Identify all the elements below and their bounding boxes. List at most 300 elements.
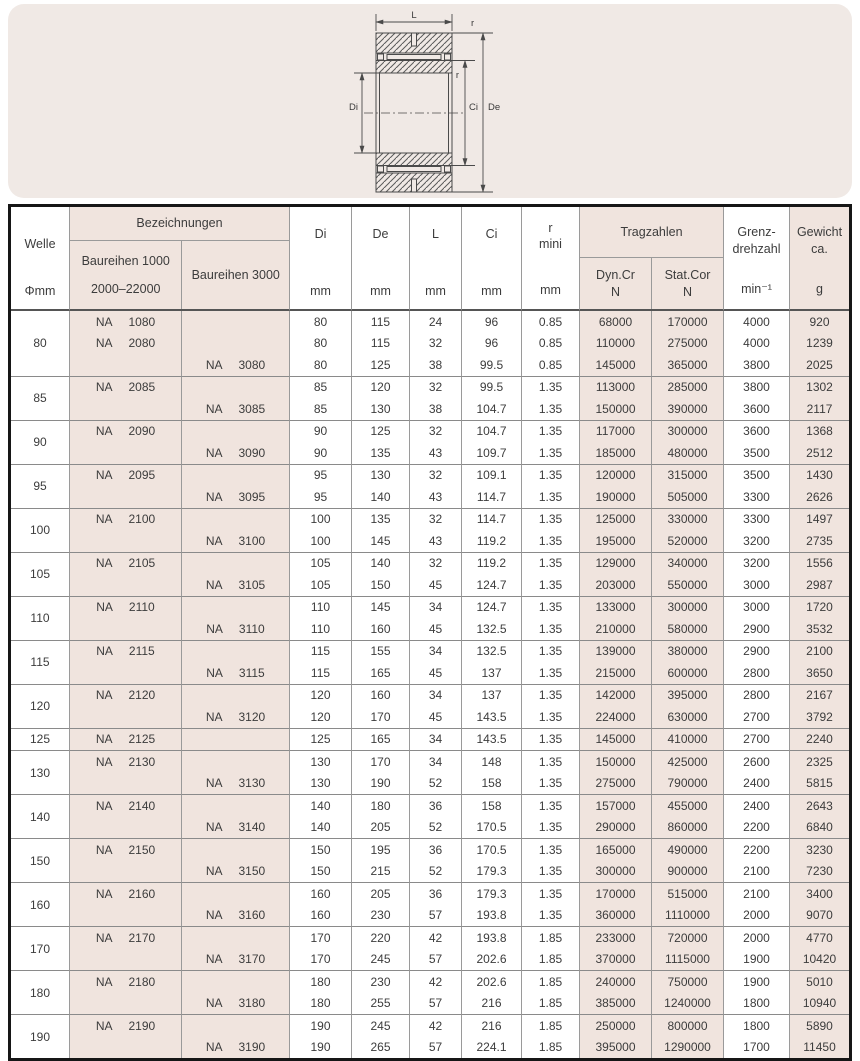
cell-r: 1.35 (521, 794, 579, 817)
cell-di: 180 (289, 970, 351, 993)
table-row (11, 530, 849, 552)
cell-r: 1.35 (521, 618, 579, 640)
cell-de: 165 (351, 728, 409, 751)
table-row (11, 552, 849, 575)
table-row (11, 817, 849, 839)
cell-grenz: 3200 (723, 530, 789, 552)
cell-stat: 425000 (651, 750, 723, 773)
cell-dyn: 139000 (579, 640, 651, 663)
cell-b3000: NA 3095 (181, 486, 289, 508)
cell-ci: 143.5 (461, 728, 521, 751)
cell-di: 150 (289, 838, 351, 861)
cell-gewicht: 2167 (789, 684, 849, 707)
ci-unit: mm (481, 284, 502, 298)
cell-grenz: 2000 (723, 905, 789, 927)
cell-b1000: NA 2160 (69, 882, 181, 905)
table-row (11, 861, 849, 883)
cell-dyn: 290000 (579, 817, 651, 839)
cell-b3000: NA 3115 (181, 662, 289, 684)
welle-value: 140 (11, 794, 69, 838)
welle-value: 115 (11, 640, 69, 684)
cell-ci: 99.5 (461, 354, 521, 376)
cell-stat: 285000 (651, 376, 723, 399)
cell-b1000 (69, 817, 181, 839)
cell-b1000 (69, 398, 181, 420)
cell-di: 125 (289, 728, 351, 751)
cell-dyn: 360000 (579, 905, 651, 927)
cell-b3000 (181, 926, 289, 949)
cell-b1000 (69, 574, 181, 596)
cell-de: 230 (351, 905, 409, 927)
cell-de: 245 (351, 949, 409, 971)
table-row (11, 1037, 849, 1059)
cell-di: 85 (289, 376, 351, 399)
welle-value: 95 (11, 464, 69, 508)
cell-gewicht: 11450 (789, 1037, 849, 1059)
cell-ci: 114.7 (461, 486, 521, 508)
cell-l: 45 (409, 574, 461, 596)
cell-l: 43 (409, 530, 461, 552)
welle-value: 160 (11, 882, 69, 926)
cell-b1000 (69, 662, 181, 684)
cell-stat: 1110000 (651, 905, 723, 927)
cell-grenz: 2700 (723, 706, 789, 728)
cell-dyn: 300000 (579, 861, 651, 883)
cell-stat: 800000 (651, 1014, 723, 1037)
cell-l: 57 (409, 993, 461, 1015)
cell-grenz: 2400 (723, 773, 789, 795)
cell-dyn: 150000 (579, 398, 651, 420)
cell-de: 165 (351, 662, 409, 684)
cell-gewicht: 3650 (789, 662, 849, 684)
cell-stat: 170000 (651, 311, 723, 333)
cell-gewicht: 5010 (789, 970, 849, 993)
table-row (11, 486, 849, 508)
cell-de: 205 (351, 882, 409, 905)
cell-dyn: 150000 (579, 750, 651, 773)
table-row (11, 838, 849, 861)
cell-r: 1.35 (521, 420, 579, 443)
cell-r: 1.85 (521, 993, 579, 1015)
cell-grenz: 2200 (723, 817, 789, 839)
cell-r: 1.85 (521, 970, 579, 993)
welle-value: 85 (11, 376, 69, 420)
cell-b3000 (181, 882, 289, 905)
cell-grenz: 2100 (723, 882, 789, 905)
cell-stat: 395000 (651, 684, 723, 707)
cell-r: 0.85 (521, 354, 579, 376)
cell-r: 1.35 (521, 486, 579, 508)
cell-ci: 96 (461, 311, 521, 333)
col-header-dyn-cr: Dyn.Cr N (596, 268, 635, 299)
cell-stat: 455000 (651, 794, 723, 817)
cell-ci: 179.3 (461, 882, 521, 905)
cell-de: 150 (351, 574, 409, 596)
cell-b1000 (69, 530, 181, 552)
cell-b3000: NA 3085 (181, 398, 289, 420)
cell-de: 195 (351, 838, 409, 861)
table-row (11, 970, 849, 993)
cell-dyn: 224000 (579, 706, 651, 728)
cell-r: 1.85 (521, 1014, 579, 1037)
cell-r: 1.35 (521, 574, 579, 596)
cell-di: 130 (289, 773, 351, 795)
cell-b1000: NA 2105 (69, 552, 181, 575)
cell-gewicht: 3400 (789, 882, 849, 905)
welle-value: 90 (11, 420, 69, 464)
cell-b3000 (181, 728, 289, 751)
cell-stat: 490000 (651, 838, 723, 861)
cell-b3000: NA 3170 (181, 949, 289, 971)
cell-b3000 (181, 838, 289, 861)
cell-di: 110 (289, 596, 351, 619)
cell-b1000: NA 1080 (69, 311, 181, 333)
cell-grenz: 2000 (723, 926, 789, 949)
cell-b3000: NA 3190 (181, 1037, 289, 1059)
cell-gewicht: 1430 (789, 464, 849, 487)
welle-value: 120 (11, 684, 69, 728)
cell-gewicht: 7230 (789, 861, 849, 883)
cell-b1000 (69, 905, 181, 927)
cell-de: 265 (351, 1037, 409, 1059)
cell-de: 180 (351, 794, 409, 817)
cell-stat: 600000 (651, 662, 723, 684)
table-row (11, 574, 849, 596)
cell-b3000: NA 3150 (181, 861, 289, 883)
cell-di: 80 (289, 311, 351, 333)
cell-stat: 505000 (651, 486, 723, 508)
cell-gewicht: 10420 (789, 949, 849, 971)
cell-stat: 520000 (651, 530, 723, 552)
cell-b1000: NA 2085 (69, 376, 181, 399)
cell-ci: 99.5 (461, 376, 521, 399)
cell-ci: 132.5 (461, 640, 521, 663)
cell-b1000 (69, 442, 181, 464)
cell-b1000 (69, 949, 181, 971)
welle-value: 105 (11, 552, 69, 596)
cell-di: 190 (289, 1014, 351, 1037)
cell-di: 170 (289, 926, 351, 949)
table-row (11, 464, 849, 487)
cell-de: 125 (351, 420, 409, 443)
cell-b1000: NA 2100 (69, 508, 181, 531)
cell-de: 190 (351, 773, 409, 795)
cell-l: 45 (409, 662, 461, 684)
welle-value: 190 (11, 1014, 69, 1058)
cell-r: 1.35 (521, 728, 579, 751)
bearing-cross-section-diagram (330, 2, 580, 198)
cell-de: 245 (351, 1014, 409, 1037)
cell-di: 90 (289, 420, 351, 443)
cell-b3000 (181, 1014, 289, 1037)
cell-r: 1.85 (521, 1037, 579, 1059)
cell-l: 36 (409, 794, 461, 817)
cell-stat: 480000 (651, 442, 723, 464)
cell-r: 1.35 (521, 442, 579, 464)
cell-di: 105 (289, 552, 351, 575)
welle-value: 125 (11, 728, 69, 751)
cell-b3000 (181, 640, 289, 663)
welle-label: Welle (24, 237, 56, 251)
cell-b1000 (69, 618, 181, 640)
bearing-data-table (11, 207, 849, 1058)
de-unit: mm (370, 284, 391, 298)
cell-grenz: 2900 (723, 618, 789, 640)
cell-r: 1.35 (521, 398, 579, 420)
cell-l: 45 (409, 618, 461, 640)
cell-l: 38 (409, 354, 461, 376)
cell-b1000: NA 2090 (69, 420, 181, 443)
cell-dyn: 170000 (579, 882, 651, 905)
table-row (11, 773, 849, 795)
cell-b1000 (69, 706, 181, 728)
col-header-de: De mm (351, 207, 409, 311)
col-header-gewicht: Gewicht ca. g (789, 207, 849, 311)
cell-dyn: 145000 (579, 728, 651, 751)
cell-b1000 (69, 993, 181, 1015)
cell-ci: 119.2 (461, 530, 521, 552)
cell-dyn: 203000 (579, 574, 651, 596)
cell-b1000 (69, 861, 181, 883)
cell-dyn: 125000 (579, 508, 651, 531)
cell-b1000 (69, 773, 181, 795)
cell-grenz: 3800 (723, 376, 789, 399)
cell-stat: 365000 (651, 354, 723, 376)
cell-b3000 (181, 750, 289, 773)
cell-r: 1.35 (521, 684, 579, 707)
table-row (11, 905, 849, 927)
cell-ci: 224.1 (461, 1037, 521, 1059)
cell-dyn: 113000 (579, 376, 651, 399)
cell-grenz: 2100 (723, 861, 789, 883)
cell-de: 215 (351, 861, 409, 883)
cell-b3000 (181, 794, 289, 817)
cell-grenz: 1900 (723, 949, 789, 971)
cell-ci: 124.7 (461, 596, 521, 619)
cell-grenz: 2800 (723, 662, 789, 684)
col-header-bezeichnungen (69, 207, 289, 311)
cell-ci: 132.5 (461, 618, 521, 640)
cell-di: 115 (289, 640, 351, 663)
table-row (11, 949, 849, 971)
cell-l: 38 (409, 398, 461, 420)
cell-l: 52 (409, 817, 461, 839)
cell-gewicht: 3230 (789, 838, 849, 861)
cell-l: 42 (409, 926, 461, 949)
cell-l: 34 (409, 640, 461, 663)
cell-b3000 (181, 376, 289, 399)
cell-di: 100 (289, 508, 351, 531)
cell-gewicht: 5890 (789, 1014, 849, 1037)
cell-ci: 148 (461, 750, 521, 773)
cell-b3000 (181, 420, 289, 443)
dim-label-di: Di (349, 102, 358, 113)
cell-de: 170 (351, 750, 409, 773)
cell-de: 145 (351, 596, 409, 619)
cell-gewicht: 2735 (789, 530, 849, 552)
table-row (11, 596, 849, 619)
cell-gewicht: 2987 (789, 574, 849, 596)
cell-de: 255 (351, 993, 409, 1015)
cell-l: 34 (409, 750, 461, 773)
table-row (11, 508, 849, 531)
cell-l: 34 (409, 684, 461, 707)
cell-dyn: 120000 (579, 464, 651, 487)
cell-b3000 (181, 333, 289, 355)
col-header-baureihen-1000: Baureihen 1000 2000–22000 (81, 254, 170, 296)
table-row (11, 926, 849, 949)
col-header-l: L mm (409, 207, 461, 311)
cell-di: 120 (289, 684, 351, 707)
header-row (11, 207, 849, 311)
table-row (11, 376, 849, 399)
cell-de: 155 (351, 640, 409, 663)
cell-de: 220 (351, 926, 409, 949)
table-row (11, 882, 849, 905)
cell-r: 1.35 (521, 508, 579, 531)
cell-l: 43 (409, 486, 461, 508)
table-row (11, 311, 849, 333)
cell-dyn: 370000 (579, 949, 651, 971)
cell-b3000 (181, 970, 289, 993)
cell-gewicht: 1302 (789, 376, 849, 399)
cell-dyn: 275000 (579, 773, 651, 795)
cell-stat: 340000 (651, 552, 723, 575)
cell-grenz: 2200 (723, 838, 789, 861)
welle-value: 100 (11, 508, 69, 552)
cell-gewicht: 920 (789, 311, 849, 333)
cell-de: 160 (351, 684, 409, 707)
dim-label-l: L (411, 10, 417, 21)
bearing-table (8, 204, 852, 1061)
cell-gewicht: 2025 (789, 354, 849, 376)
cell-b1000 (69, 1037, 181, 1059)
cell-l: 57 (409, 905, 461, 927)
cell-l: 57 (409, 1037, 461, 1059)
cell-ci: 170.5 (461, 817, 521, 839)
cell-de: 140 (351, 486, 409, 508)
col-header-baureihen-3000: Baureihen 3000 (181, 241, 289, 309)
cell-l: 36 (409, 838, 461, 861)
cell-l: 32 (409, 552, 461, 575)
col-header-grenzdrehzahl: Grenz- drehzahl min⁻¹ (723, 207, 789, 311)
cell-stat: 550000 (651, 574, 723, 596)
cell-l: 42 (409, 970, 461, 993)
cell-dyn: 250000 (579, 1014, 651, 1037)
cell-de: 205 (351, 817, 409, 839)
dim-label-r-mid: r (455, 70, 459, 81)
cell-di: 95 (289, 486, 351, 508)
cell-b3000: NA 3120 (181, 706, 289, 728)
cell-ci: 109.1 (461, 464, 521, 487)
cell-di: 115 (289, 662, 351, 684)
cell-ci: 202.6 (461, 949, 521, 971)
cell-dyn: 165000 (579, 838, 651, 861)
cell-ci: 109.7 (461, 442, 521, 464)
dim-label-r-top: r (471, 18, 475, 29)
cell-ci: 114.7 (461, 508, 521, 531)
cell-ci: 158 (461, 794, 521, 817)
cell-l: 52 (409, 773, 461, 795)
cell-r: 1.35 (521, 817, 579, 839)
cell-b1000: NA 2130 (69, 750, 181, 773)
cell-gewicht: 1497 (789, 508, 849, 531)
cell-l: 57 (409, 949, 461, 971)
cell-di: 180 (289, 993, 351, 1015)
cell-dyn: 142000 (579, 684, 651, 707)
cell-l: 42 (409, 1014, 461, 1037)
cell-dyn: 195000 (579, 530, 651, 552)
cell-b1000: NA 2140 (69, 794, 181, 817)
cell-r: 1.35 (521, 376, 579, 399)
cell-l: 34 (409, 728, 461, 751)
cell-gewicht: 6840 (789, 817, 849, 839)
cell-de: 120 (351, 376, 409, 399)
cell-grenz: 3600 (723, 398, 789, 420)
cell-gewicht: 2512 (789, 442, 849, 464)
cell-dyn: 110000 (579, 333, 651, 355)
cell-stat: 515000 (651, 882, 723, 905)
welle-value: 80 (33, 336, 47, 351)
cell-di: 190 (289, 1037, 351, 1059)
cell-r: 1.35 (521, 838, 579, 861)
col-header-di: Di mm (289, 207, 351, 311)
col-header-tragzahlen (579, 207, 723, 311)
cell-de: 125 (351, 354, 409, 376)
cell-b1000: NA 2110 (69, 596, 181, 619)
cell-stat: 380000 (651, 640, 723, 663)
cell-stat: 275000 (651, 333, 723, 355)
cell-stat: 330000 (651, 508, 723, 531)
cell-stat: 720000 (651, 926, 723, 949)
cell-b3000 (181, 464, 289, 487)
table-row (11, 420, 849, 443)
cell-ci: 170.5 (461, 838, 521, 861)
cell-r: 1.35 (521, 640, 579, 663)
cell-grenz: 3000 (723, 596, 789, 619)
cell-de: 115 (351, 311, 409, 333)
table-row (11, 662, 849, 684)
cell-dyn: 157000 (579, 794, 651, 817)
table-row (11, 993, 849, 1015)
cell-l: 43 (409, 442, 461, 464)
cell-dyn: 190000 (579, 486, 651, 508)
cell-dyn: 215000 (579, 662, 651, 684)
cell-r: 1.35 (521, 464, 579, 487)
cell-di: 150 (289, 861, 351, 883)
cell-stat: 1115000 (651, 949, 723, 971)
bezeichnungen-label: Bezeichnungen (70, 207, 289, 241)
welle-value: 130 (11, 750, 69, 794)
cell-ci: 216 (461, 1014, 521, 1037)
cell-di: 130 (289, 750, 351, 773)
cell-gewicht: 1556 (789, 552, 849, 575)
cell-l: 32 (409, 333, 461, 355)
cell-grenz: 1900 (723, 970, 789, 993)
cell-grenz: 1700 (723, 1037, 789, 1059)
cell-gewicht: 2240 (789, 728, 849, 751)
cell-stat: 300000 (651, 420, 723, 443)
cell-grenz: 3300 (723, 486, 789, 508)
cell-l: 24 (409, 311, 461, 333)
cell-b1000: NA 2080 (69, 333, 181, 355)
cell-stat: 860000 (651, 817, 723, 839)
cell-gewicht: 2626 (789, 486, 849, 508)
cell-grenz: 3800 (723, 354, 789, 376)
cell-di: 90 (289, 442, 351, 464)
cell-b1000 (69, 486, 181, 508)
col-header-r-mini: r mini mm (521, 207, 579, 311)
